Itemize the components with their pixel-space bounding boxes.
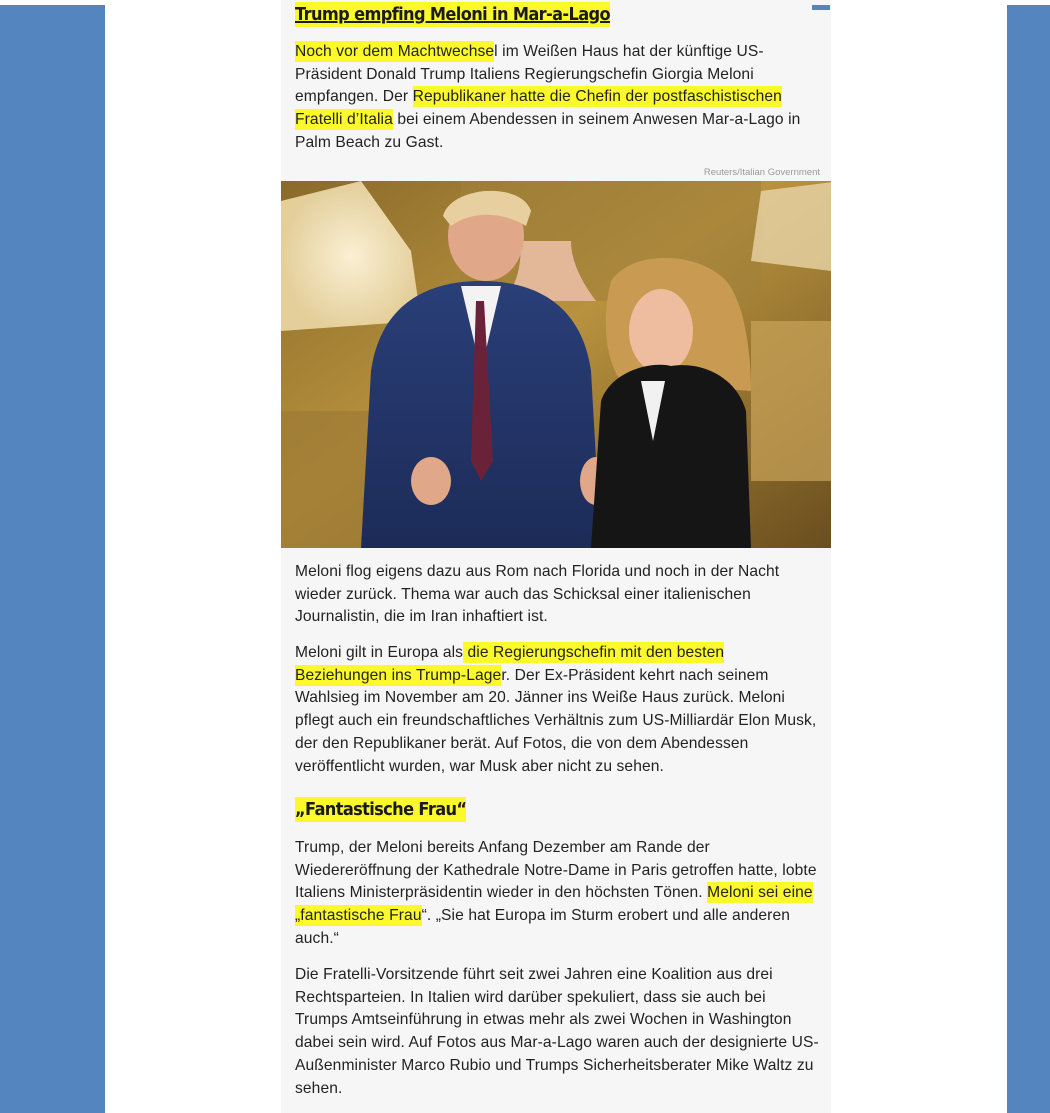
paragraph-text: Trump, der Meloni bereits Anfang Dezember am Rande der Wiedereröffnung der Kathedrale Notre-Dame in Paris getroffen hatte, lobte Italiens Ministerpräsidentin wieder in den höchsten Tönen. [295,839,817,902]
photo-credit: Reuters/Italian Government [703,167,820,178]
paragraph: Meloni flog eigens dazu aus Rom nach Florida und noch in der Nacht wieder zurück. Thema war auch das Schicksal einer italienischen Journalistin, die im Iran inhaftiert ist. [295,563,780,626]
article-photo [281,181,831,548]
paragraph-text: r. Der Ex-Präsident kehrt nach seinem Wahlsieg im November am 20. Jänner ins Weiße Haus zurück. Meloni pflegt auch ein freundschaftliches Verhältnis zum US-Milliardär Elon Musk, der den Republikaner berät. Auf Fotos, die von dem Abendessen veröffentlicht wurden, war Musk aber nicht zu sehen. [295,666,817,775]
paragraph: Die Fratelli-Vorsitzende führt seit zwei Jahren eine Koalition aus drei Rechtsparteien. In Italien wird darüber spekuliert, dass sie auch bei Trumps Amtseinführung in etwas mehr als zwei Wochen in Washington dabei sein wird. Auf Fotos aus Mar-a-Lago waren auch der designierte US-Außenminister Marco Rubio und Trumps Sicherheitsberater Mike Waltz zu sehen. [295,966,819,1097]
paragraph-text: bei einem Abendessen in seinem Anwesen Mar-a-Lago in Palm Beach zu Gast. [295,111,801,151]
highlight: Noch vor dem Machtwechse [295,43,495,60]
photo-trump-meloni-icon [281,181,831,548]
highlight: Republikaner hatte die Chefin der postfaschistischen Fratelli d’Italia [295,88,782,129]
section-heading [295,799,466,820]
highlight: Meloni sei eine „fantastische Frau [295,884,813,925]
heading-highlight: „Fantastische Frau“ [295,799,467,820]
section-heading-link[interactable] [295,4,610,25]
paragraph-text: “. „Sie hat Europa im Sturm erobert und alle anderen auch.“ [295,907,790,947]
paragraph-text: l im Weißen Haus hat der künftige US-Präsident Donald Trump Italiens Regierungschefin Giorgia Meloni empfangen. Der [295,43,764,106]
article [281,0,831,1113]
heading-highlight: Trump empfing Meloni in Mar-a-Lago [295,4,610,25]
paragraph [295,642,820,778]
intro-paragraph [295,41,820,155]
left-background-band [0,5,105,1113]
right-background-band [1007,5,1050,1113]
paragraph [295,837,820,951]
highlight: die Regierungschefin mit den besten Beziehungen ins Trump-Lage [295,644,725,684]
corner-tab [812,5,830,10]
paragraph-text: Meloni gilt in Europa als [295,644,464,661]
